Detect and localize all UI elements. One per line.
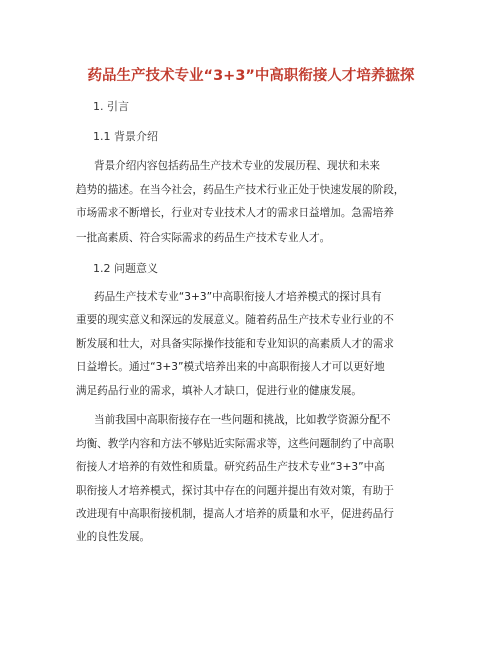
- section-heading-significance: 1.2 问题意义: [93, 262, 158, 275]
- section-heading-introduction: 1. 引言: [93, 100, 129, 113]
- paragraph-line: 重要的现实意义和深远的发展意义。随着药品生产技术专业行业的不: [76, 314, 394, 326]
- paragraph-line: 背景介绍内容包括药品生产技术专业的发展历程、现状和未来: [94, 160, 381, 172]
- paragraph-line: 药品生产技术专业“3+3”中高职衔接人才培养模式的探讨具有: [94, 291, 382, 303]
- paragraph-line: 改进现有中高职衔接机制，提高人才培养的质量和水平，促进药品行: [76, 508, 394, 520]
- document-title: 药品生产技术专业“3+3”中高职衔接人才培养摭探: [87, 68, 415, 84]
- paragraph-line: 均衡、教学内容和方法不够贴近实际需求等，这些问题制约了中高职: [76, 438, 394, 450]
- paragraph-line: 一批高素质、符合实际需求的药品生产技术专业人才。: [76, 232, 331, 244]
- paragraph-line: 日益增长。通过“3+3”模式培养出来的中高职衔接人才可以更好地: [76, 361, 385, 373]
- paragraph-line: 市场需求不断增长，行业对专业技术人才的需求日益增加。急需培养: [76, 207, 394, 219]
- paragraph-line: 衔接人才培养的有效性和质量。研究药品生产技术专业“3+3”中高: [76, 461, 385, 473]
- paragraph-line: 当前我国中高职衔接存在一些问题和挑战，比如教学资源分配不: [94, 414, 391, 426]
- paragraph-line: 职衔接人才培养模式，探讨其中存在的问题并提出有效对策，有助于: [76, 485, 394, 497]
- section-heading-background: 1.1 背景介绍: [93, 130, 158, 143]
- paragraph-line: 断发展和壮大，对具备实际操作技能和专业知识的高素质人才的需求: [76, 338, 394, 350]
- paragraph-line: 满足药品行业的需求，填补人才缺口，促进行业的健康发展。: [76, 385, 363, 397]
- paragraph-line: 趋势的描述。在当今社会，药品生产技术行业正处于快速发展的阶段，: [76, 184, 405, 196]
- paragraph-line: 业的良性发展。: [76, 531, 151, 543]
